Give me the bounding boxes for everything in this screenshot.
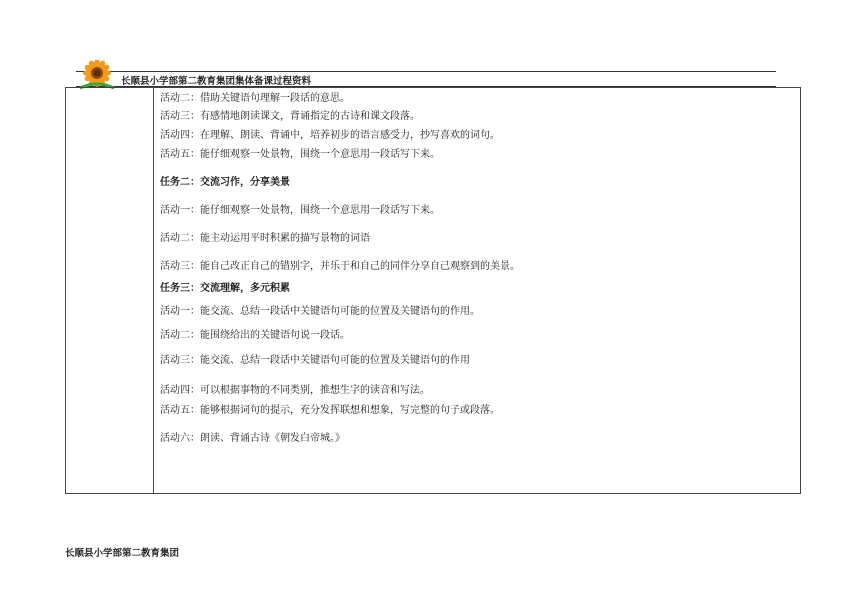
activity-line: 活动四：在理解、朗读、背诵中，培养初步的语言感受力，抄写喜欢的词句。 xyxy=(160,130,500,141)
activity-line: 活动三：能自己改正自己的错别字，并乐于和自己的同伴分享自己观察到的美景。 xyxy=(160,261,520,272)
task-heading: 任务二：交流习作，分享美景 xyxy=(160,177,290,188)
activity-line: 活动五：能仔细观察一处景物，围绕一个意思用一段话写下来。 xyxy=(160,149,440,160)
activity-line: 活动五：能够根据词句的提示，充分发挥联想和想象，写完整的句子或段落。 xyxy=(160,405,500,416)
header-title: 长顺县小学部第二教育集团集体备课过程资料 xyxy=(121,76,312,87)
sunflower-logo-icon xyxy=(74,60,120,90)
task-heading: 任务三：交流理解，多元积累 xyxy=(160,283,290,294)
activity-line: 活动三：能交流、总结一段话中关键语句可能的位置及关键语句的作用 xyxy=(160,355,470,366)
activity-line: 活动一：能交流、总结一段话中关键语句可能的位置及关键语句的作用。 xyxy=(160,306,480,317)
activity-line: 活动二：能主动运用平时积累的描写景物的词语 xyxy=(160,233,370,244)
footer-text: 长顺县小学部第二教育集团 xyxy=(65,548,180,559)
activity-line: 活动六：朗读、背诵古诗《朝发白帝城。》 xyxy=(160,433,345,444)
activity-line: 活动三：有感情地朗读课文，背诵指定的古诗和课文段落。 xyxy=(160,111,420,122)
activity-line: 活动二：借助关键语句理解一段话的意思。 xyxy=(160,93,350,104)
activity-line: 活动一：能仔细观察一处景物，围绕一个意思用一段话写下来。 xyxy=(160,205,440,216)
header-top-rule xyxy=(76,71,776,72)
activity-line: 活动四：可以根据事物的不同类别，推想生字的读音和写法。 xyxy=(160,385,430,396)
activity-line: 活动二：能围绕给出的关键语句说一段话。 xyxy=(160,330,350,341)
table-column-divider xyxy=(153,87,154,494)
